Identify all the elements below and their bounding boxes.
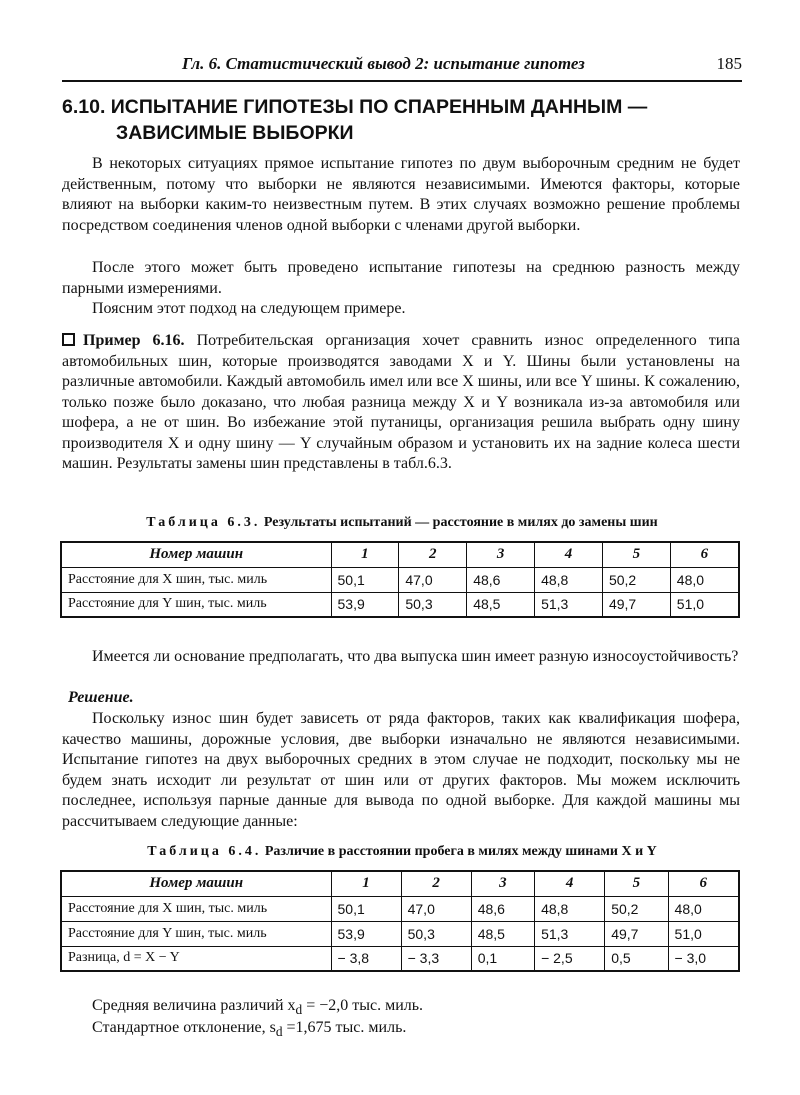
table-cell: 47,0: [399, 567, 467, 592]
table-cell: 48,6: [467, 567, 535, 592]
table-cell: 48,8: [535, 896, 605, 921]
row-label: Расстояние для Y шин, тыс. миль: [61, 592, 331, 617]
table-cell: 50,3: [399, 592, 467, 617]
table-cell: 49,7: [605, 921, 668, 946]
mean-prefix: Средняя величина различий x: [92, 997, 296, 1014]
table-cell: 48,0: [668, 896, 739, 921]
table-cell: 50,2: [602, 567, 670, 592]
header-col-6: 6: [670, 542, 739, 567]
section-title: [62, 94, 742, 146]
solution-label-text: Решение.: [68, 689, 134, 706]
table-cell: − 2,5: [535, 946, 605, 971]
paragraph-intro: В некоторых ситуациях прямое испытание гипотез по двум выборочным средним не будет действенным, потому что выборки не являются независимыми. Имеются факторы, которые влияют на выборки каким-то неизвестным путем. В этих случаях возможно решение проблемы посредством соединения членов одной выборки с членами другой выборки.: [62, 155, 740, 234]
row-label: Расстояние для Y шин, тыс. миль: [61, 921, 331, 946]
header-col-4: 4: [535, 542, 603, 567]
header-col-1: 1: [331, 542, 399, 567]
header-col-1: 1: [331, 871, 401, 896]
example-text: Потребительская организация хочет сравнить износ определенного типа автомобильных шин, которые производятся заводами X и Y. Шины были установлены на различные автомобили. Каждый автомобиль имел или все X шины, или все Y шины. К сожалению, только позже было доказано, что любая разница между X и Y возникала из-за автомобиля или шофера, а не от шин. Во избежание этой путаницы, организация решила выбрать одну шину производителя X и одну шину — Y случайным образом и установить их на задние колеса шести машин. Результаты замены шин представлены в табл.6.3.: [62, 332, 740, 472]
table-6-4-caption-head: Таблица 6.4.: [147, 844, 262, 859]
table-cell: 51,0: [668, 921, 739, 946]
table-cell: 48,6: [471, 896, 534, 921]
table-header-row: [61, 871, 739, 896]
header-col-3: 3: [471, 871, 534, 896]
example-label: Пример 6.16.: [83, 332, 185, 349]
table-6-3-caption: [62, 515, 742, 531]
table-cell: 50,1: [331, 896, 401, 921]
table-row: [61, 946, 739, 971]
table-cell: 51,3: [535, 592, 603, 617]
example-box-icon: [62, 333, 75, 346]
header-col-3: 3: [467, 542, 535, 567]
table-6-3-caption-text: Результаты испытаний — расстояние в милях до замены шин: [263, 515, 658, 530]
section-title-line-2: ЗАВИСИМЫЕ ВЫБОРКИ: [116, 122, 354, 144]
solution-paragraph: Поскольку износ шин будет зависеть от ряда факторов, таких как квалификация шофера, качество машины, дорожные условия, две выборки изначально не являются независимыми. Испытание гипотез на двух выборочных средних в этом случае не подходит, поскольку мы не будем знать исходит ли результат от шин или от других факторов. Мы можем исключить последнее, используя парные данные для вывода по одной выборке. Для каждой машины мы рассчитываем следующие данные:: [62, 710, 740, 830]
paragraph-example-lead: Поясним этот подход на следующем примере.: [92, 300, 406, 317]
std-deviation-line: [92, 1017, 406, 1043]
table-cell: − 3,3: [401, 946, 471, 971]
header-label: Номер машин: [61, 542, 331, 567]
table-cell: 48,5: [471, 921, 534, 946]
table-row: [61, 592, 739, 617]
table-6-4-caption: [62, 844, 742, 860]
table-row: [61, 567, 739, 592]
table-header-row: [61, 542, 739, 567]
table-row: [61, 896, 739, 921]
table-cell: 49,7: [602, 592, 670, 617]
table-cell: 51,0: [670, 592, 739, 617]
mean-suffix: = −2,0 тыс. миль.: [302, 997, 424, 1014]
section-title-line-1: 6.10. ИСПЫТАНИЕ ГИПОТЕЗЫ ПО СПАРЕННЫМ ДАННЫМ —: [62, 96, 648, 118]
table-cell: − 3,8: [331, 946, 401, 971]
solution-label: [62, 688, 740, 709]
table-6-4-caption-text: Различие в расстоянии пробега в милях между шинами X и Y: [264, 844, 657, 859]
table-cell: 50,2: [605, 896, 668, 921]
row-label: Разница, d = X − Y: [61, 946, 331, 971]
header-col-5: 5: [602, 542, 670, 567]
table-row: [61, 921, 739, 946]
table-cell: 53,9: [331, 921, 401, 946]
table-cell: 48,0: [670, 567, 739, 592]
sd-prefix: Стандартное отклонение, s: [92, 1019, 276, 1036]
sd-subscript: d: [275, 1024, 283, 1040]
table-cell: 48,8: [535, 567, 603, 592]
table-6-3: [60, 541, 740, 618]
example-paragraph: [62, 331, 740, 475]
header-col-4: 4: [535, 871, 605, 896]
table-cell: 0,5: [605, 946, 668, 971]
header-col-6: 6: [668, 871, 739, 896]
table-6-4: [60, 870, 740, 972]
table-cell: 51,3: [535, 921, 605, 946]
paragraph-paired-test: После этого может быть проведено испытание гипотезы на среднюю разность между парными измерениями.: [62, 259, 740, 297]
table-cell: − 3,0: [668, 946, 739, 971]
table-cell: 0,1: [471, 946, 534, 971]
row-label: Расстояние для X шин, тыс. миль: [61, 896, 331, 921]
header-label: Номер машин: [61, 871, 331, 896]
chapter-title: Гл. 6. Статистический вывод 2: испытание гипотез: [182, 54, 585, 73]
table-6-3-caption-head: Таблица 6.3.: [146, 515, 261, 530]
header-col-5: 5: [605, 871, 668, 896]
question-paragraph: Имеется ли основание предполагать, что два выпуска шин имеет разную износоустойчивость?: [92, 648, 739, 665]
running-header: [62, 50, 742, 82]
table-cell: 50,1: [331, 567, 399, 592]
table-cell: 48,5: [467, 592, 535, 617]
page-number: 185: [716, 54, 742, 73]
table-cell: 47,0: [401, 896, 471, 921]
row-label: Расстояние для X шин, тыс. миль: [61, 567, 331, 592]
mean-subscript: d: [295, 1002, 303, 1018]
table-cell: 50,3: [401, 921, 471, 946]
header-col-2: 2: [401, 871, 471, 896]
header-col-2: 2: [399, 542, 467, 567]
table-cell: 53,9: [331, 592, 399, 617]
sd-suffix: =1,675 тыс. миль.: [282, 1019, 407, 1036]
